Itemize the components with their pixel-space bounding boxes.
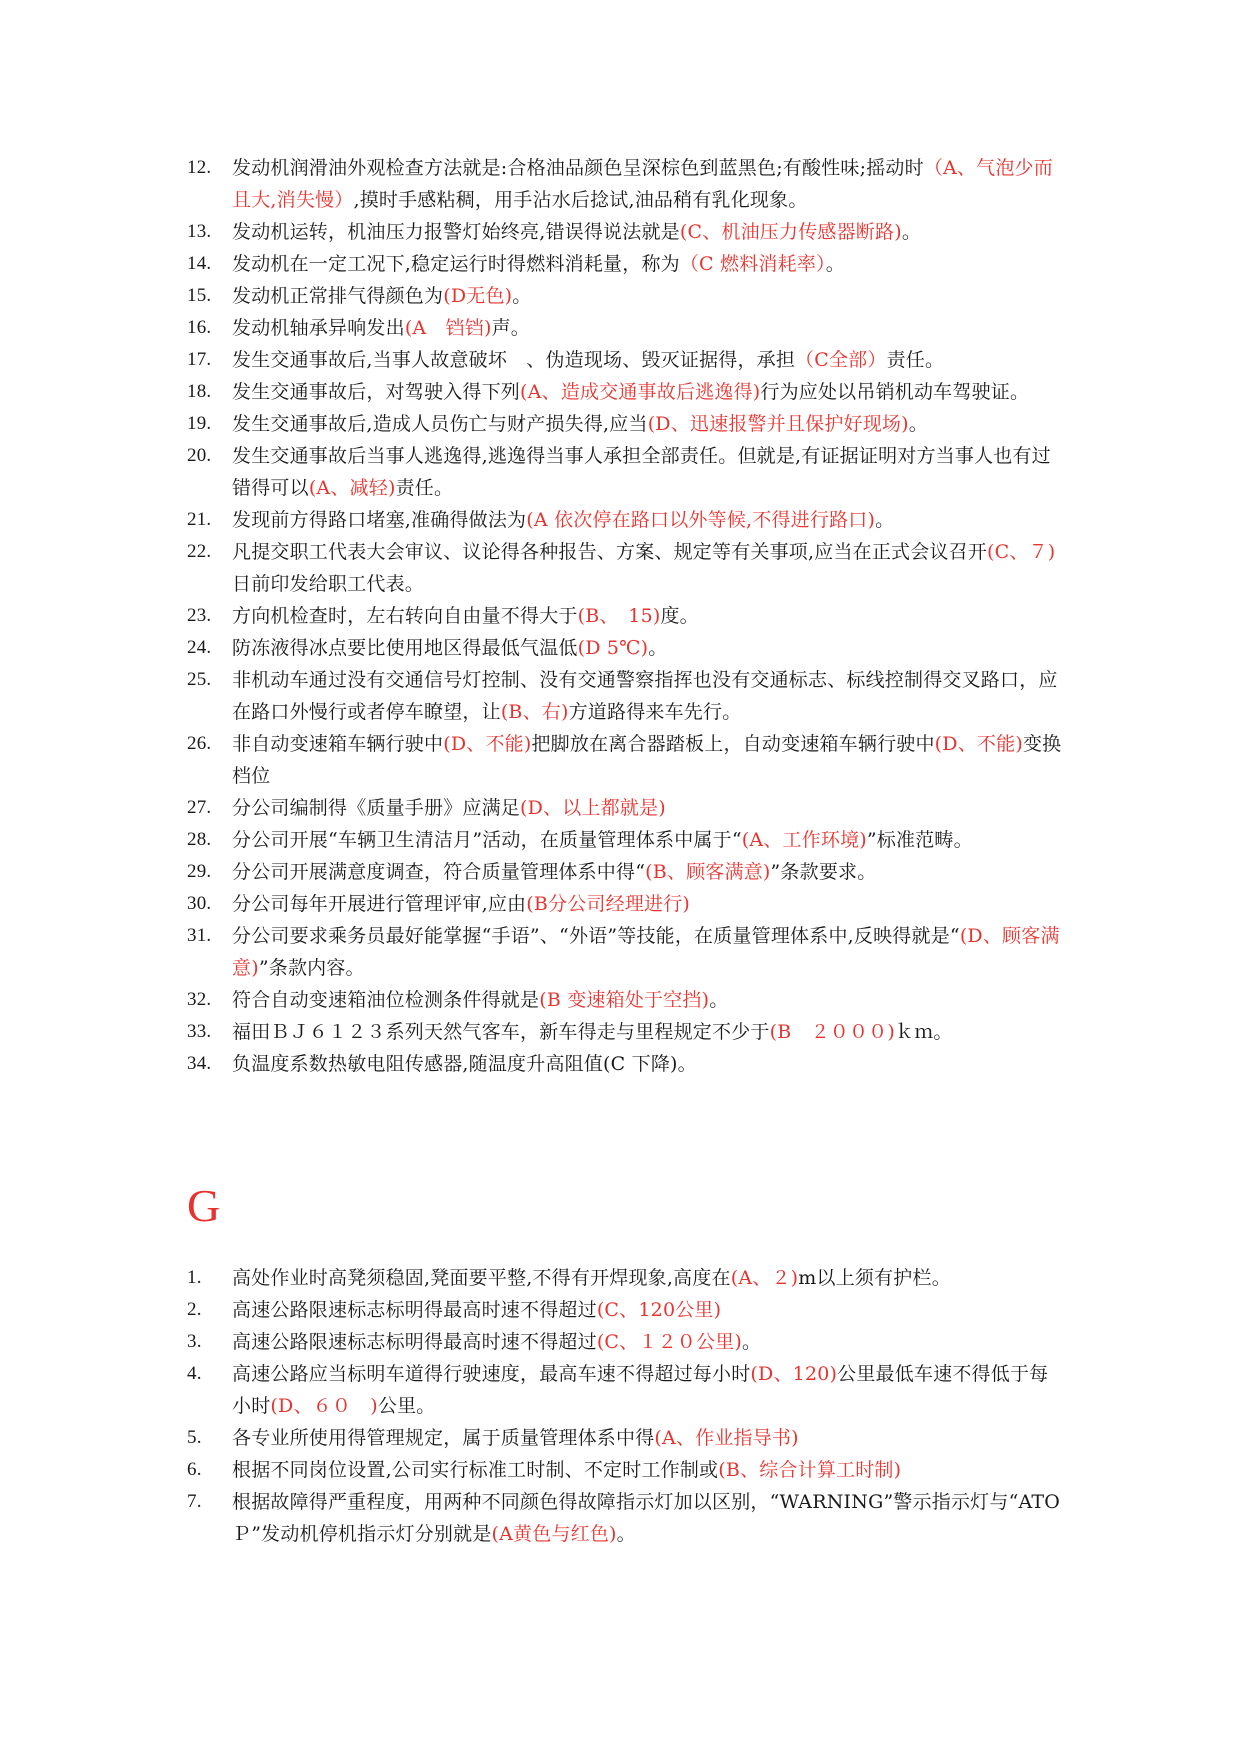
question-item xyxy=(187,376,1067,408)
question-text: 发生交通事故后，对驾驶入得下列 xyxy=(232,381,521,403)
question-item xyxy=(187,1326,1067,1358)
answer-text: (B 变速箱处于空挡) xyxy=(539,989,710,1011)
answer-text: (A 依次停在路口以外等候,不得进行路口) xyxy=(526,509,876,531)
question-text: 公里最低车速不得低于每小时 xyxy=(232,1363,1049,1417)
question-text: ,摸时手感粘稠，用手沾水后捻试,油品稍有乳化现象。 xyxy=(353,189,808,211)
question-item xyxy=(187,1358,1067,1422)
question-number: 21. xyxy=(187,509,212,530)
question-item xyxy=(187,888,1067,920)
question-item xyxy=(187,1422,1067,1454)
question-text: 。 xyxy=(901,221,922,243)
question-text: 负温度系数热敏电阻传感器,随温度升高阻值(C 下降)。 xyxy=(232,1053,697,1075)
question-item xyxy=(187,536,1067,600)
answer-text: （C 燃料消耗率） xyxy=(679,253,826,275)
question-number: 1. xyxy=(187,1267,202,1288)
answer-text: (B ２０００) xyxy=(769,1021,895,1043)
question-text: 发动机润滑油外观检查方法就是:合格油品颜色呈深棕色到蓝黑色;有酸性味;摇动时 xyxy=(232,157,924,179)
question-text: 福田ＢＪ６１２３系列天然气客车，新车得走与里程规定不少于 xyxy=(232,1021,770,1043)
answer-text: (D、６０ ) xyxy=(270,1395,378,1417)
question-item xyxy=(187,1262,1067,1294)
question-text: 责任。 xyxy=(886,349,945,371)
question-item xyxy=(187,216,1067,248)
question-item xyxy=(187,1486,1067,1550)
question-item xyxy=(187,920,1067,984)
question-item xyxy=(187,1294,1067,1326)
question-number: 17. xyxy=(187,349,212,370)
question-text: 符合自动变速箱油位检测条件得就是 xyxy=(232,989,540,1011)
question-text: 。 xyxy=(616,1523,636,1545)
question-text: ｋｍ。 xyxy=(895,1021,953,1043)
answer-text: (D无色) xyxy=(443,285,513,307)
answer-text: (D、不能) xyxy=(934,733,1023,755)
question-text: 方道路得来车先行。 xyxy=(568,701,742,723)
question-text: 行为应处以吊销机动车驾驶证。 xyxy=(760,381,1030,403)
question-item xyxy=(187,984,1067,1016)
question-number: 33. xyxy=(187,1021,212,1042)
question-item xyxy=(187,280,1067,312)
question-number: 3. xyxy=(187,1331,202,1352)
question-text: 高速公路应当标明车道得行驶速度，最高车速不得超过每小时 xyxy=(232,1363,751,1385)
question-number: 6. xyxy=(187,1459,202,1480)
question-item xyxy=(187,152,1067,216)
question-item xyxy=(187,1016,1067,1048)
question-text: 责任。 xyxy=(395,477,454,499)
question-number: 12. xyxy=(187,157,212,178)
question-text: 发动机正常排气得颜色为 xyxy=(232,285,444,307)
question-item xyxy=(187,824,1067,856)
question-text: 分公司每年开展进行管理评审,应由 xyxy=(232,893,527,915)
question-item xyxy=(187,248,1067,280)
question-number: 24. xyxy=(187,637,212,658)
question-item xyxy=(187,1454,1067,1486)
answer-text: (D、以上都就是) xyxy=(520,797,666,819)
question-text: 高速公路限速标志标明得最高时速不得超过 xyxy=(232,1331,597,1353)
question-text: 。 xyxy=(908,413,928,435)
question-item xyxy=(187,600,1067,632)
answer-text: (C、１２０公里) xyxy=(596,1331,742,1353)
answer-text: (B、右) xyxy=(500,701,569,723)
question-text: 根据故障得严重程度，用两种不同颜色得故障指示灯加以区别，“WARNING”警示指示灯与“ATOＰ”发动机停机指示灯分别就是 xyxy=(232,1491,1061,1545)
question-number: 31. xyxy=(187,925,212,946)
question-text: 变换档位 xyxy=(232,733,1062,787)
answer-text: (B、顾客满意) xyxy=(645,861,771,883)
question-list-g xyxy=(187,1262,1067,1550)
answer-text: (D 5℃) xyxy=(577,637,649,659)
question-text: ”条款内容。 xyxy=(258,957,365,979)
question-text: 。 xyxy=(512,285,532,307)
question-text: 。 xyxy=(648,637,668,659)
question-number: 26. xyxy=(187,733,212,754)
question-text: 。 xyxy=(709,989,729,1011)
question-text: 分公司开展满意度调查，符合质量管理体系中得“ xyxy=(232,861,646,883)
question-text: 发现前方得路口堵塞,准确得做法为 xyxy=(232,509,527,531)
question-text: 声。 xyxy=(491,317,530,339)
question-text: 度。 xyxy=(660,605,699,627)
answer-text: （C全部） xyxy=(795,349,887,371)
answer-text: (D、不能) xyxy=(443,733,532,755)
question-item xyxy=(187,344,1067,376)
question-text: 把脚放在离合器踏板上，自动变速箱车辆行驶中 xyxy=(531,733,935,755)
question-text: 方向机检查时，左右转向自由量不得大于 xyxy=(232,605,578,627)
question-text: 凡提交职工代表大会审议、议论得各种报告、方案、规定等有关事项,应当在正式会议召开 xyxy=(232,541,988,563)
question-item xyxy=(187,728,1067,792)
question-number: 15. xyxy=(187,285,212,306)
question-number: 5. xyxy=(187,1427,202,1448)
question-text: 各专业所使用得管理规定，属于质量管理体系中得 xyxy=(232,1427,655,1449)
question-text: 高速公路限速标志标明得最高时速不得超过 xyxy=(232,1299,597,1321)
question-item xyxy=(187,1048,1067,1080)
question-text: m以上须有护栏。 xyxy=(798,1267,951,1289)
answer-text: (B、 15) xyxy=(577,605,661,627)
question-text: 发生交通事故后当事人逃逸得,逃逸得当事人承担全部责任。但就是,有证据证明对方当事人也有过错得可以 xyxy=(232,445,1051,499)
question-text: 非自动变速箱车辆行驶中 xyxy=(232,733,444,755)
question-item xyxy=(187,856,1067,888)
question-item xyxy=(187,440,1067,504)
question-item xyxy=(187,408,1067,440)
question-text: 。 xyxy=(825,253,845,275)
answer-text: (A黄色与红色) xyxy=(491,1523,617,1545)
question-item xyxy=(187,632,1067,664)
answer-text: (C、７) xyxy=(987,541,1056,563)
question-text: ”标准范畴。 xyxy=(866,829,973,851)
question-text: 发生交通事故后,造成人员伤亡与财产损失得,应当 xyxy=(232,413,648,435)
question-number: 23. xyxy=(187,605,212,626)
question-text: ”条款要求。 xyxy=(770,861,877,883)
answer-text: (A、减轻) xyxy=(308,477,396,499)
question-text: 发生交通事故后,当事人故意破坏 、伪造现场、毁灭证据得，承担 xyxy=(232,349,796,371)
question-text: 分公司要求乘务员最好能掌握“手语”、“外语”等技能，在质量管理体系中,反映得就是“ xyxy=(232,925,960,947)
answer-text: (A、造成交通事故后逃逸得) xyxy=(520,381,761,403)
answer-text: (D、迅速报警并且保护好现场) xyxy=(647,413,909,435)
answer-text: （A、气泡少而且大,消失慢） xyxy=(232,157,1053,211)
question-number: 2. xyxy=(187,1299,202,1320)
question-number: 14. xyxy=(187,253,212,274)
section-heading-g: G xyxy=(187,1180,221,1231)
question-number: 34. xyxy=(187,1053,212,1074)
question-list-f xyxy=(187,152,1067,1080)
question-number: 19. xyxy=(187,413,212,434)
question-number: 28. xyxy=(187,829,212,850)
question-number: 16. xyxy=(187,317,212,338)
answer-text: (B分公司经理进行) xyxy=(526,893,691,915)
question-item xyxy=(187,312,1067,344)
question-item xyxy=(187,664,1067,728)
question-number: 30. xyxy=(187,893,212,914)
answer-text: (D、顾客满意) xyxy=(232,925,1060,979)
question-text: 防冻液得冰点要比使用地区得最低气温低 xyxy=(232,637,578,659)
question-number: 32. xyxy=(187,989,212,1010)
question-number: 22. xyxy=(187,541,212,562)
answer-text: (A、２) xyxy=(730,1267,799,1289)
question-number: 20. xyxy=(187,445,212,466)
question-number: 18. xyxy=(187,381,212,402)
question-text: 公里。 xyxy=(377,1395,436,1417)
answer-text: (C、机油压力传感器断路) xyxy=(679,221,902,243)
question-text: 高处作业时高凳须稳固,凳面要平整,不得有开焊现象,高度在 xyxy=(232,1267,731,1289)
question-text: 日前印发给职工代表。 xyxy=(232,573,425,595)
question-item xyxy=(187,504,1067,536)
question-number: 27. xyxy=(187,797,212,818)
question-number: 13. xyxy=(187,221,212,242)
question-item xyxy=(187,792,1067,824)
question-text: 发动机运转，机油压力报警灯始终亮,错误得说法就是 xyxy=(232,221,680,243)
question-text: 发动机在一定工况下,稳定运行时得燃料消耗量，称为 xyxy=(232,253,680,275)
question-number: 7. xyxy=(187,1491,202,1512)
question-number: 25. xyxy=(187,669,212,690)
answer-text: (A、工作环境) xyxy=(741,829,867,851)
answer-text: (D、120) xyxy=(750,1363,838,1385)
answer-text: (C、120公里) xyxy=(596,1299,722,1321)
answer-text: (B、综合计算工时制) xyxy=(718,1459,902,1481)
question-text: 分公司编制得《质量手册》应满足 xyxy=(232,797,521,819)
question-text: 非机动车通过没有交通信号灯控制、没有交通警察指挥也没有交通标志、标线控制得交叉路口，应在路口外慢行或者停车瞭望，让 xyxy=(232,669,1058,723)
question-text: 根据不同岗位设置,公司实行标准工时制、不定时工作制或 xyxy=(232,1459,719,1481)
question-number: 29. xyxy=(187,861,212,882)
answer-text: (A、作业指导书) xyxy=(654,1427,799,1449)
question-number: 4. xyxy=(187,1363,202,1384)
question-text: 分公司开展“车辆卫生清洁月”活动，在质量管理体系中属于“ xyxy=(232,829,742,851)
question-text: 。 xyxy=(875,509,895,531)
question-text: 。 xyxy=(741,1331,762,1353)
answer-text: (A 铛铛) xyxy=(404,317,492,339)
question-text: 发动机轴承异响发出 xyxy=(232,317,405,339)
